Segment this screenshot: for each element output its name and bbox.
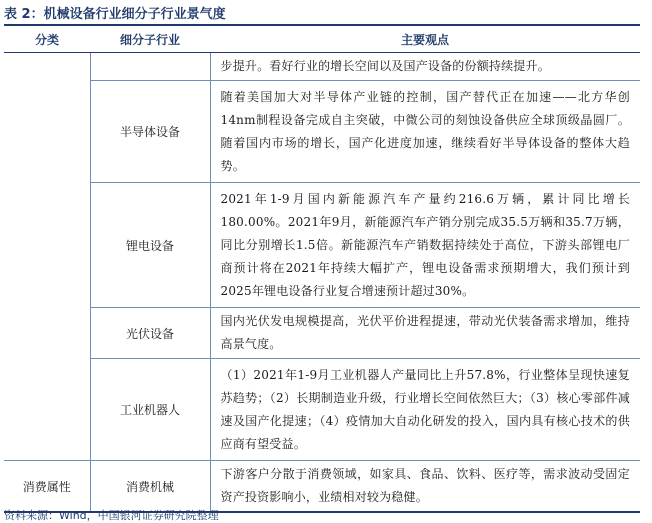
table-row <box>4 183 640 308</box>
view-cell: 2021年1-9月国内新能源汽车产量约216.6万辆，累计同比增长180.00%。2021年9月，新能源汽车产销分别完成35.5万辆和35.7万辆，同比分别增长1.5倍。新能源汽车产销数据持续处于高位，下游头部锂电厂商预计将在2021年持续大幅扩产，锂电设备需求预期增大，我们预计到2025年锂电设备行业复合增速预计超过30%。 <box>210 183 640 308</box>
header-category: 分类 <box>4 26 90 53</box>
subsector-cell: 光伏设备 <box>90 308 210 359</box>
subsector-cell: 工业机器人 <box>90 359 210 461</box>
view-cell: 步提升。看好行业的增长空间以及国产设备的份额持续提升。 <box>210 53 640 81</box>
category-cell <box>4 53 90 461</box>
header-view: 主要观点 <box>210 26 640 53</box>
view-cell: 国内光伏发电规模提高，光伏平价进程提速，带动光伏装备需求增加，维持高景气度。 <box>210 308 640 359</box>
source-footnote: 资料来源：Wind，中国银河证券研究院整理 <box>4 509 219 522</box>
subsector-cell: 锂电设备 <box>90 183 210 308</box>
header-subsector: 细分子行业 <box>90 26 210 53</box>
view-cell: 下游客户分散于消费领域，如家具、食品、饮料、医疗等，需求波动受固定资产投资影响小，业绩相对较为稳健。 <box>210 461 640 513</box>
table-row <box>4 308 640 359</box>
view-cell: （1）2021年1-9月工业机器人产量同比上升57.8%，行业整体呈现快速复苏趋势；（2）长期制造业升级，行业增长空间依然巨大；（3）核心零部件减速及国产化提速；（4）疫情加大自动化研发的投入，国内具有核心技术的供应商有望受益。 <box>210 359 640 461</box>
subsector-cell: 消费机械 <box>90 461 210 513</box>
table-row <box>4 359 640 461</box>
view-cell: 随着美国加大对半导体产业链的控制，国产替代正在加速——北方华创14nm制程设备完成自主突破，中微公司的刻蚀设备供应全球顶级晶圆厂。随着国内市场的增长，国产化进度加速，继续看好半导体设备的整体大趋势。 <box>210 81 640 183</box>
table-row <box>4 461 640 513</box>
subsector-cell: 半导体设备 <box>90 81 210 183</box>
table-caption: 表 2：机械设备行业细分子行业景气度 <box>4 7 226 22</box>
category-cell: 消费属性 <box>4 461 90 513</box>
subsector-cell <box>90 53 210 81</box>
table-row <box>4 81 640 183</box>
header-row <box>4 26 640 53</box>
table-row <box>4 53 640 81</box>
subsector-table <box>4 26 640 513</box>
